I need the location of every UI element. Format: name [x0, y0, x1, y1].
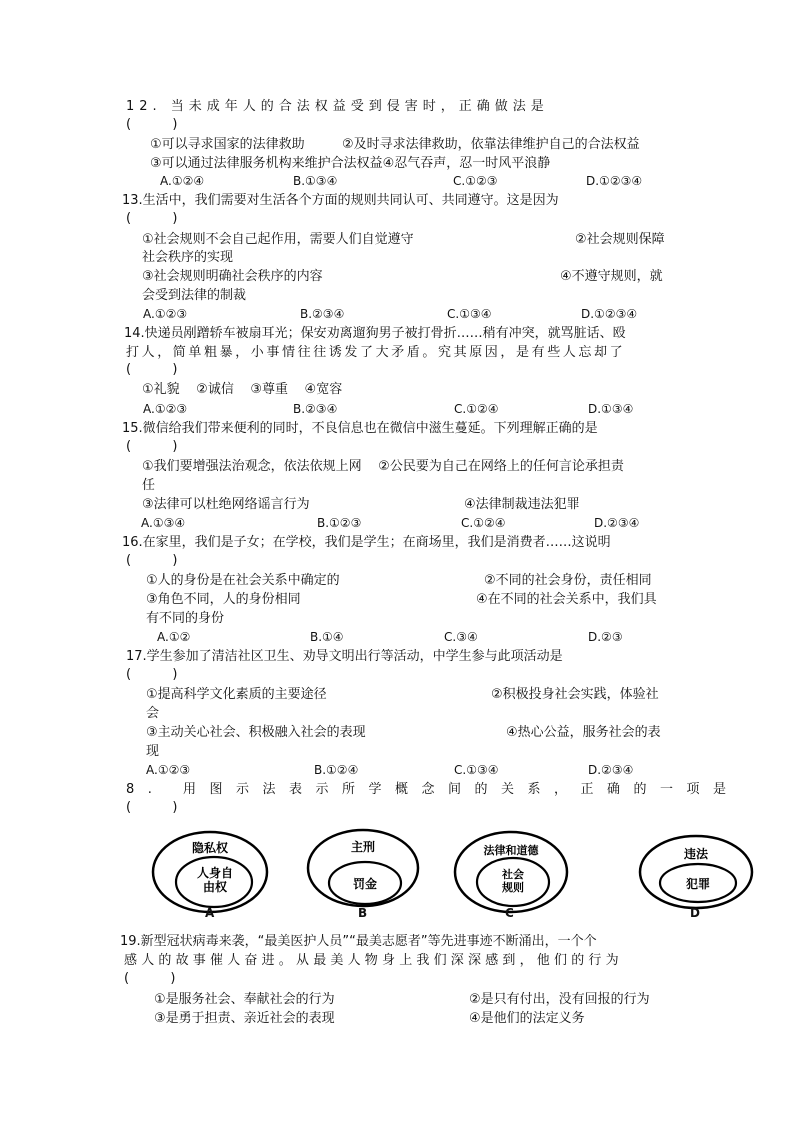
q12-option-a[interactable]: A.①②④ — [160, 174, 205, 188]
q16-option-a[interactable]: A.①② — [157, 630, 191, 644]
diagram-b-inner-label: 罚金 — [352, 877, 378, 891]
q12-stem-text: 12. 当未成年人的合法权益受到侵害时，正确做法是 — [126, 99, 549, 114]
q16-stem: 16.在家里，我们是子女；在学校，我们是学生；在商场里，我们是消费者……这说明 — [122, 535, 611, 550]
q19-statement-3: ③是勇于担责、亲近社会的表现 — [154, 1011, 335, 1026]
q15-statement-4: ④法律制裁违法犯罪 — [464, 497, 580, 512]
q16-paren: ( ) — [126, 553, 178, 568]
q12-stem — [126, 98, 674, 115]
diagram-d[interactable] — [640, 836, 752, 908]
q12-statement-2: ②及时寻求法律救助，依靠法律维护自己的合法权益 — [342, 137, 640, 152]
diagram-c-inner-label-2: 规则 — [502, 881, 524, 894]
q19-stem-2-text: 感人的故事催人奋进。从最美人物身上我们深深感到，他们的行为 — [124, 953, 623, 968]
q14-stem-1: 14.快递员剐蹭轿车被扇耳光；保安劝离遛狗男子被打骨折……稍有冲突，就骂脏话、殴 — [124, 326, 626, 341]
q12-option-c[interactable]: C.①②③ — [453, 174, 498, 188]
q16-statement-3: ③角色不同，人的身份相同 — [146, 592, 301, 607]
diagram-a-inner-label-1: 人身自 — [196, 866, 234, 880]
q16-statement-2: ②不同的社会身份，责任相同 — [484, 573, 652, 588]
q13-statement-1: ①社会规则不会自己起作用，需要人们自觉遵守 — [142, 232, 414, 247]
diagram-b-outer-label: 主刑 — [350, 840, 376, 854]
q19-stem-2 — [124, 952, 672, 969]
q14-statements: ①礼貌 ②诚信 ③尊重 ④宽容 — [142, 382, 343, 397]
q14-option-a[interactable]: A.①②③ — [143, 402, 188, 416]
concept-diagrams — [140, 828, 760, 928]
q16-option-d[interactable]: D.②③ — [588, 630, 623, 644]
diagram-c[interactable] — [455, 832, 567, 912]
q13-statement-3: ③社会规则明确社会秩序的内容 — [142, 269, 323, 284]
diagram-c-outer-label: 法律和道德 — [483, 844, 539, 857]
q13-stem: 13.生活中，我们需要对生活各个方面的规则共同认可、共同遵守。这是因为 — [122, 193, 559, 208]
q13-option-d[interactable]: D.①②③④ — [581, 307, 638, 321]
q12-statement-3-4: ③可以通过法律服务机构来维护合法权益④忍气吞声，忍一时风平浪静 — [150, 156, 551, 171]
q16-option-b[interactable]: B.①④ — [310, 630, 344, 644]
q15-statement-3: ③法律可以杜绝网络谣言行为 — [142, 497, 310, 512]
q17-statement-3: ③主动关心社会、积极融入社会的表现 — [146, 725, 366, 740]
diagram-a-inner-label-2: 由权 — [202, 880, 228, 894]
diagram-d-inner-label: 犯罪 — [685, 877, 711, 891]
q17-statement-4: ④热心公益，服务社会的表 — [506, 725, 661, 740]
diagram-d-letter: D — [690, 906, 700, 920]
q17-option-b[interactable]: B.①②④ — [314, 763, 359, 777]
q15-statement-2-cont: 任 — [142, 478, 156, 493]
q14-paren: ( ) — [126, 362, 178, 377]
q18-stem-text: 8. 用图示法表示所学概念间的关系，正确的一项是 — [126, 782, 740, 797]
q19-statement-1: ①是服务社会、奉献社会的行为 — [154, 992, 335, 1007]
diagram-d-outer-label: 违法 — [683, 847, 709, 861]
diagram-b[interactable] — [308, 830, 418, 906]
diagram-a-outer-label: 隐私权 — [191, 841, 229, 855]
q15-option-a[interactable]: A.①③④ — [141, 516, 186, 530]
q12-statement-1: ①可以寻求国家的法律救助 — [150, 137, 305, 152]
q15-option-d[interactable]: D.②③④ — [594, 516, 640, 530]
q17-statement-4-cont: 现 — [146, 744, 160, 759]
q14-stem-2 — [126, 344, 674, 361]
q13-option-c[interactable]: C.①③④ — [447, 307, 492, 321]
q12-option-b[interactable]: B.①③④ — [293, 174, 338, 188]
q15-paren: ( ) — [126, 439, 178, 454]
q13-statement-4-cont: 会受到法律的制裁 — [142, 288, 247, 303]
q15-option-b[interactable]: B.①②③ — [317, 516, 362, 530]
q14-stem-2-text: 打人，简单粗暴，小事情往往诱发了大矛盾。究其原因，是有些人忘却了 — [126, 345, 626, 360]
diagram-c-letter: C — [505, 906, 514, 920]
q13-statement-4: ④不遵守规则，就 — [560, 269, 663, 284]
q13-paren: ( ) — [126, 211, 178, 226]
q17-option-c[interactable]: C.①③④ — [454, 763, 499, 777]
q19-statement-2: ②是只有付出，没有回报的行为 — [469, 992, 650, 1007]
q18-paren: ( ) — [126, 800, 178, 815]
q17-option-a[interactable]: A.①②③ — [146, 763, 191, 777]
diagram-a[interactable] — [153, 832, 267, 912]
q17-statement-1: ①提高科学文化素质的主要途径 — [146, 687, 327, 702]
q17-stem: 17.学生参加了清洁社区卫生、劝导文明出行等活动，中学生参与此项活动是 — [126, 649, 563, 664]
q14-option-d[interactable]: D.①③④ — [588, 402, 634, 416]
q12-paren: ( ) — [126, 117, 178, 132]
q17-paren: ( ) — [126, 667, 178, 682]
q13-option-a[interactable]: A.①②③ — [143, 307, 188, 321]
q15-statement-1-2: ①我们要增强法治观念，依法依规上网 ②公民要为自己在网络上的任何言论承担责 — [142, 459, 624, 474]
q19-statement-4: ④是他们的法定义务 — [469, 1011, 585, 1026]
q13-statement-2: ②社会规则保障 — [575, 232, 665, 247]
diagram-c-inner-label-1: 社会 — [502, 868, 524, 881]
q13-statement-2-cont: 社会秩序的实现 — [142, 250, 234, 265]
q18-stem — [126, 781, 740, 798]
diagram-b-letter: B — [358, 906, 368, 920]
q16-statement-4-cont: 有不同的身份 — [146, 611, 225, 626]
q16-statement-4: ④在不同的社会关系中，我们具 — [476, 592, 657, 607]
q14-option-c[interactable]: C.①②④ — [454, 402, 499, 416]
q12-option-d[interactable]: D.①②③④ — [586, 174, 643, 188]
q15-stem: 15.微信给我们带来便利的同时，不良信息也在微信中滋生蔓延。下列理解正确的是 — [122, 421, 598, 436]
q17-statement-2-cont: 会 — [146, 706, 160, 721]
q15-option-c[interactable]: C.①②④ — [461, 516, 506, 530]
q17-statement-2: ②积极投身社会实践，体验社 — [491, 687, 659, 702]
q16-statement-1: ①人的身份是在社会关系中确定的 — [146, 573, 340, 588]
q17-option-d[interactable]: D.②③④ — [588, 763, 634, 777]
q14-option-b[interactable]: B.②③④ — [293, 402, 338, 416]
diagram-a-letter: A — [205, 906, 215, 920]
q19-paren: ( ) — [124, 971, 176, 986]
q13-option-b[interactable]: B.②③④ — [300, 307, 345, 321]
q16-option-c[interactable]: C.③④ — [444, 630, 478, 644]
q19-stem-1: 19.新型冠状病毒来袭，“最美医护人员”“最美志愿者”等先进事迹不断涌出，一个个 — [120, 934, 597, 949]
